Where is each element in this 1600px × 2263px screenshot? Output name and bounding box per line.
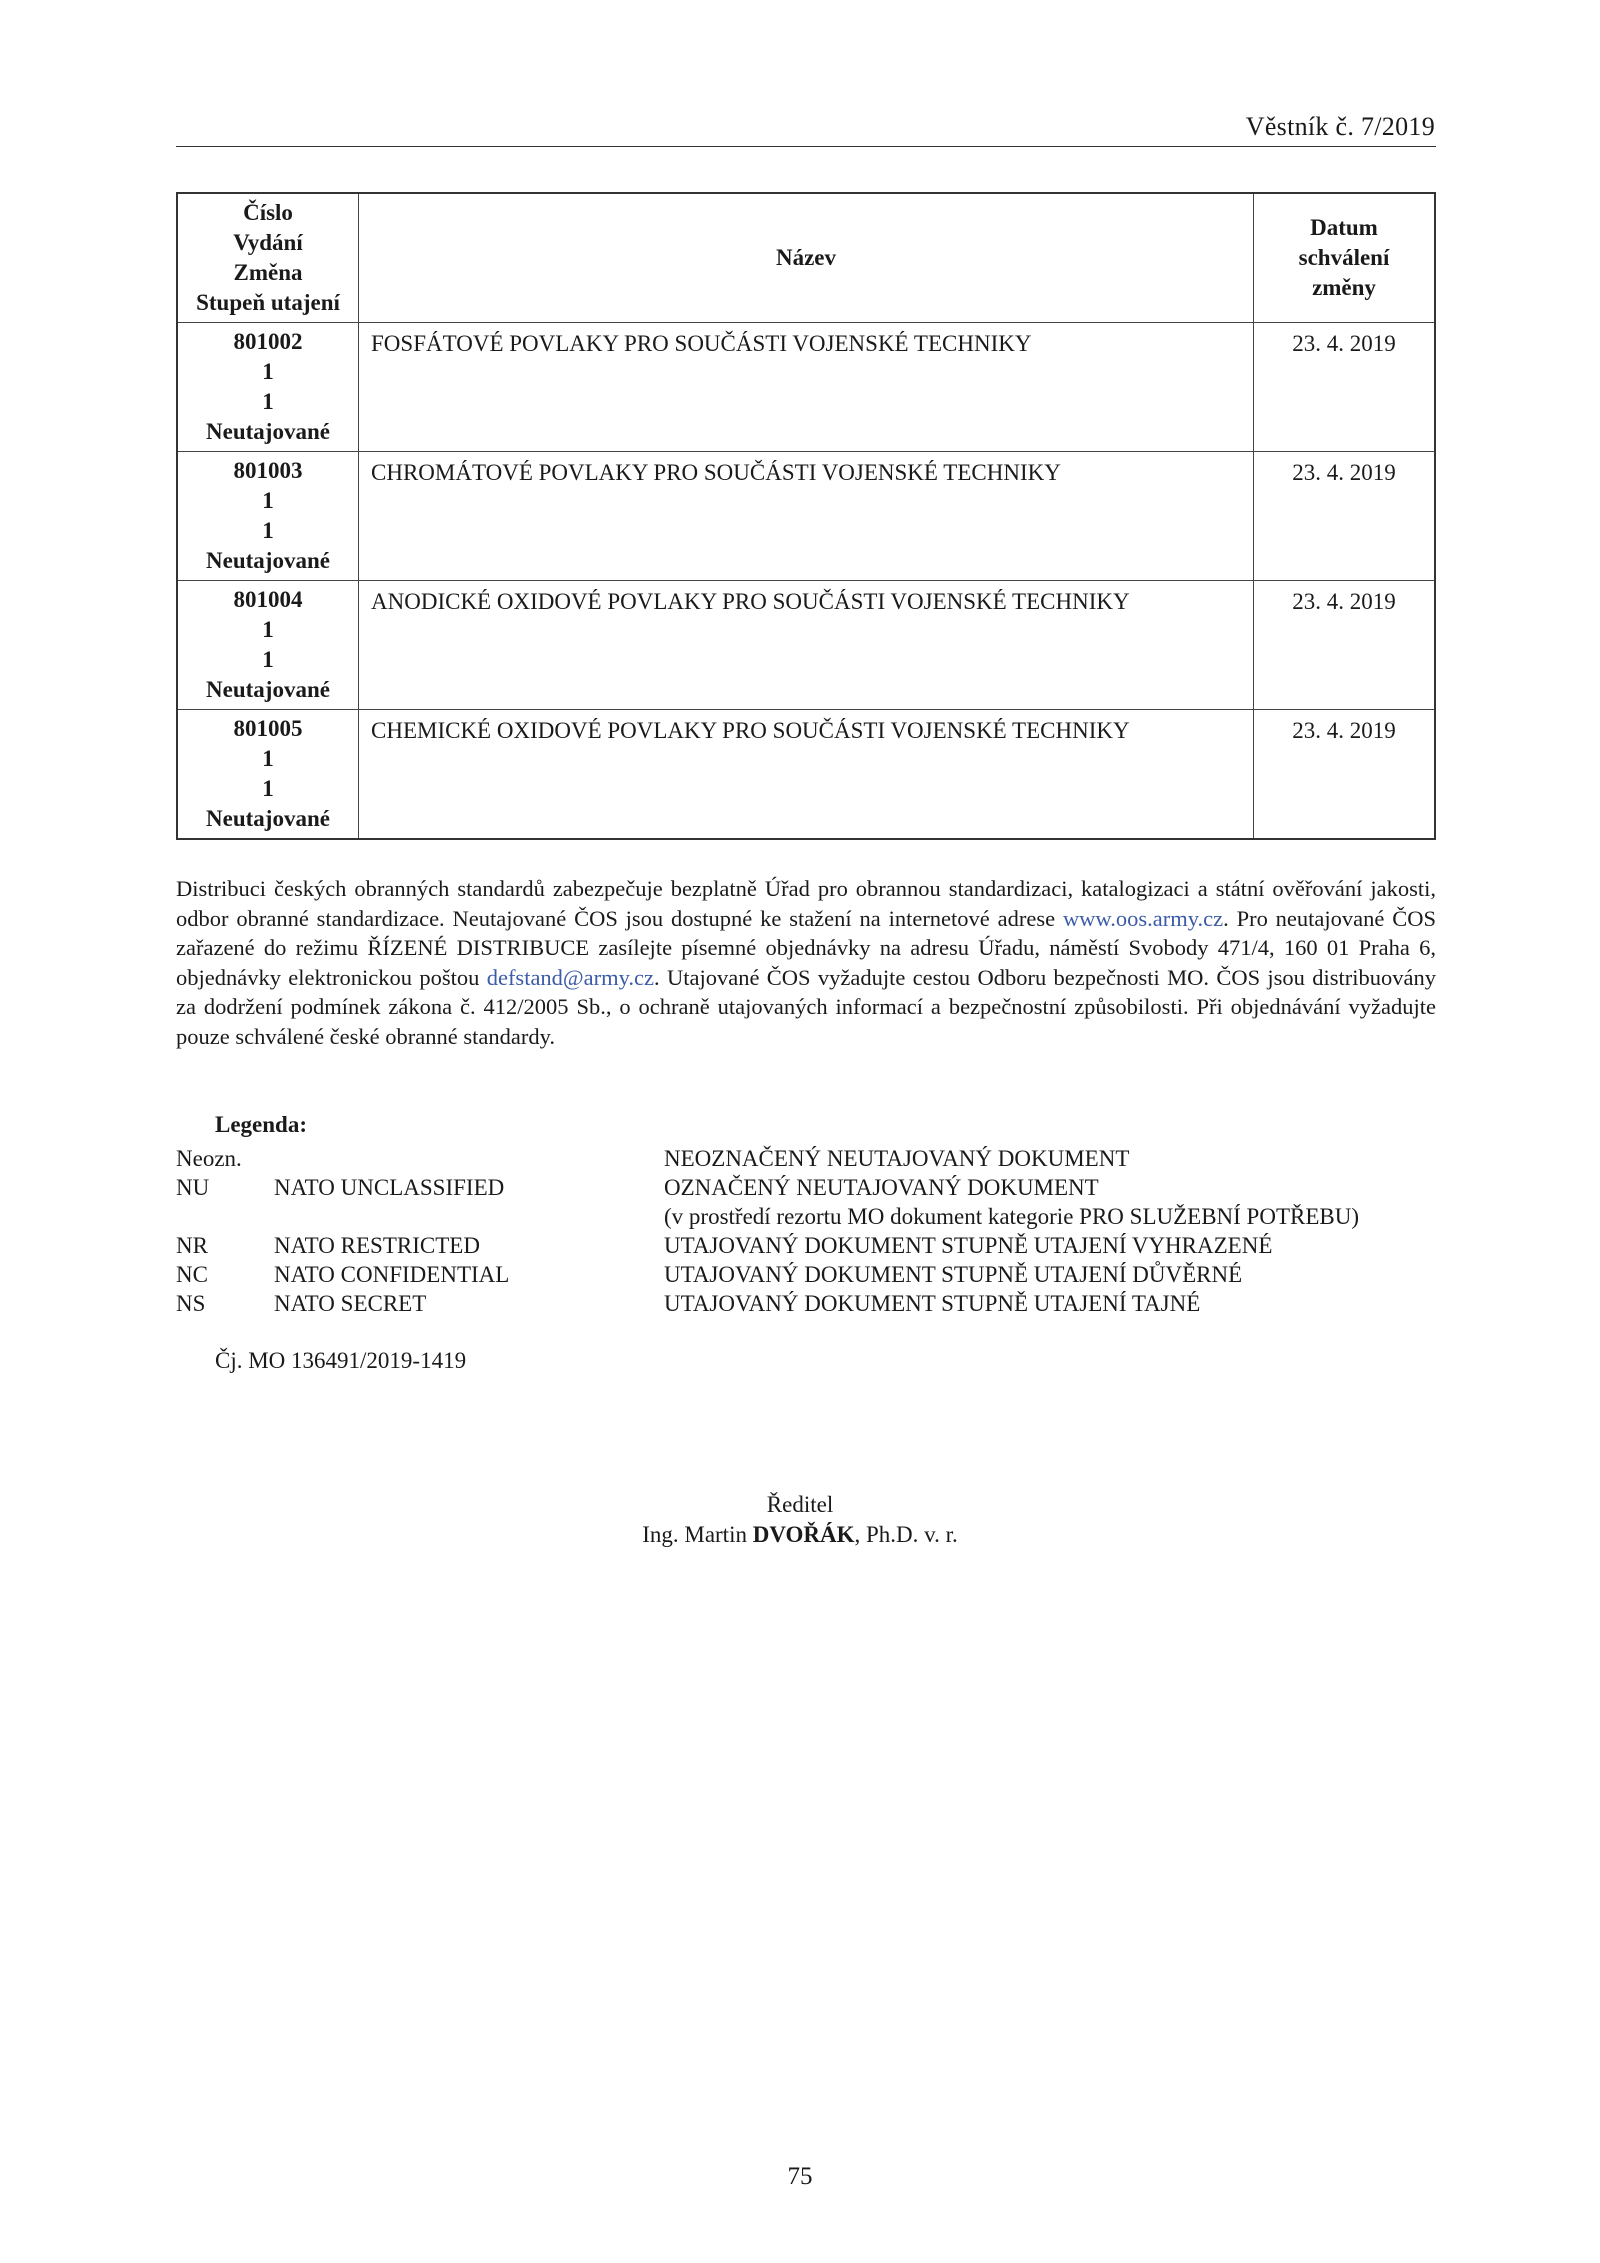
standard-classification: Neutajované — [206, 548, 330, 573]
table-header-row — [177, 193, 1435, 323]
header-approval-line: schválení — [1298, 245, 1390, 270]
standard-edition: 1 — [262, 359, 274, 384]
legend-row — [176, 1144, 1476, 1173]
legend-row — [176, 1260, 1476, 1289]
oos-website-link[interactable]: www.oos.army.cz — [1062, 905, 1224, 931]
standard-id-cell — [177, 710, 359, 840]
header-change-line: Změna — [233, 260, 303, 285]
header-rule — [176, 146, 1436, 147]
standard-id-cell — [177, 452, 359, 581]
standard-classification: Neutajované — [206, 806, 330, 831]
legend-code: NU — [176, 1175, 210, 1200]
legend-row — [176, 1289, 1476, 1318]
standard-change: 1 — [262, 518, 274, 543]
header-number-line: Číslo — [243, 200, 293, 225]
page-number: 75 — [787, 2163, 813, 2190]
standard-id-cell — [177, 323, 359, 452]
header-date-cell — [1254, 193, 1436, 323]
header-date-line: Datum — [1310, 215, 1378, 240]
legend-row — [176, 1202, 1476, 1231]
legend-description: UTAJOVANÝ DOKUMENT STUPNĚ UTAJENÍ TAJNÉ — [664, 1291, 1201, 1316]
standard-id-cell — [177, 581, 359, 710]
standard-number: 801004 — [233, 587, 303, 612]
legend-name: NATO SECRET — [274, 1291, 427, 1316]
standards-table — [176, 192, 1436, 840]
table-row — [177, 323, 1435, 452]
approval-date: 23. 4. 2019 — [1254, 323, 1436, 452]
standard-change: 1 — [262, 389, 274, 414]
legend-code: Neozn. — [176, 1146, 242, 1171]
standard-name: CHEMICKÉ OXIDOVÉ POVLAKY PRO SOUČÁSTI VOJENSKÉ TECHNIKY — [359, 710, 1254, 840]
legend-code: NC — [176, 1262, 208, 1287]
standard-change: 1 — [262, 647, 274, 672]
legend-code: NS — [176, 1291, 206, 1316]
standard-name: FOSFÁTOVÉ POVLAKY PRO SOUČÁSTI VOJENSKÉ TECHNIKY — [359, 323, 1254, 452]
standard-edition: 1 — [262, 617, 274, 642]
signature-role: Ředitel — [766, 1492, 834, 1517]
legend-code: NR — [176, 1233, 208, 1258]
header-classification-line: Stupeň utajení — [196, 290, 340, 315]
signature-name — [0, 1520, 1600, 1550]
standard-name: ANODICKÉ OXIDOVÉ POVLAKY PRO SOUČÁSTI VOJENSKÉ TECHNIKY — [359, 581, 1254, 710]
legend-description: (v prostředí rezortu MO dokument kategorie PRO SLUŽEBNÍ POTŘEBU) — [664, 1204, 1360, 1229]
approval-date: 23. 4. 2019 — [1254, 452, 1436, 581]
header-edition-line: Vydání — [233, 230, 303, 255]
header-changes-line: změny — [1312, 275, 1376, 300]
signature-surname: DVOŘÁK — [752, 1522, 855, 1547]
legend-name: NATO RESTRICTED — [274, 1233, 480, 1258]
standard-change: 1 — [262, 776, 274, 801]
signature-prefix: Ing. Martin — [642, 1522, 753, 1547]
standard-number: 801005 — [233, 716, 303, 741]
legend-description: UTAJOVANÝ DOKUMENT STUPNĚ UTAJENÍ VYHRAZENÉ — [664, 1233, 1273, 1258]
header-name-cell: Název — [359, 193, 1254, 323]
header-number-cell — [177, 193, 359, 323]
standard-number: 801002 — [233, 329, 303, 354]
signature-suffix: , Ph.D. v. r. — [854, 1522, 958, 1547]
distribution-text-1: Distribuci českých obranných standardů zabezpečuje bezplatně Úřad pro obrannou standardizaci, katalogizaci a státní ověřování jakosti, odbor obranné standardizace. Neutajované ČOS jsou dostupné ke stažení na internetové adrese — [176, 876, 1436, 931]
reference-number: Čj. MO 136491/2019-1419 — [215, 1348, 467, 1373]
legend-list — [176, 1144, 1476, 1318]
table-row — [177, 581, 1435, 710]
defstand-email-link[interactable]: defstand@army.cz — [486, 964, 655, 990]
distribution-paragraph — [176, 874, 1436, 1051]
standard-classification: Neutajované — [206, 677, 330, 702]
table-row — [177, 452, 1435, 581]
approval-date: 23. 4. 2019 — [1254, 581, 1436, 710]
standard-classification: Neutajované — [206, 419, 330, 444]
standard-name: CHROMÁTOVÉ POVLAKY PRO SOUČÁSTI VOJENSKÉ TECHNIKY — [359, 452, 1254, 581]
legend-name: NATO CONFIDENTIAL — [274, 1262, 510, 1287]
legend-description: NEOZNAČENÝ NEUTAJOVANÝ DOKUMENT — [664, 1146, 1130, 1171]
legend-row — [176, 1231, 1476, 1260]
legend-name: NATO UNCLASSIFIED — [274, 1175, 505, 1200]
standard-edition: 1 — [262, 746, 274, 771]
legend-description: UTAJOVANÝ DOKUMENT STUPNĚ UTAJENÍ DŮVĚRNÉ — [664, 1262, 1243, 1287]
legend-title: Legenda: — [215, 1112, 307, 1137]
distribution-text-3: . Utajované ČOS vyžadujte cestou Odboru bezpečnosti MO. ČOS jsou distribuovány za dodržení podmínek zákona č. 412/2005 Sb., o ochraně utajovaných informací a bezpečnostní způsobilosti. Při objednávání vyžadujte pouze schválené české obranné standardy. — [176, 964, 1436, 1049]
journal-title: Věstník č. 7/2019 — [1245, 112, 1435, 141]
legend-description: OZNAČENÝ NEUTAJOVANÝ DOKUMENT — [664, 1175, 1099, 1200]
approval-date: 23. 4. 2019 — [1254, 710, 1436, 840]
standard-number: 801003 — [233, 458, 303, 483]
legend-row — [176, 1173, 1476, 1202]
distribution-text-2: . Pro neutajované ČOS zařazené do režimu ŘÍZENÉ DISTRIBUCE zasílejte písemné objednávky na adresu Úřadu, náměstí Svobody 471/4, 160 01 Praha 6, objednávky elektronickou poštou — [176, 905, 1436, 990]
standard-edition: 1 — [262, 488, 274, 513]
table-row — [177, 710, 1435, 840]
